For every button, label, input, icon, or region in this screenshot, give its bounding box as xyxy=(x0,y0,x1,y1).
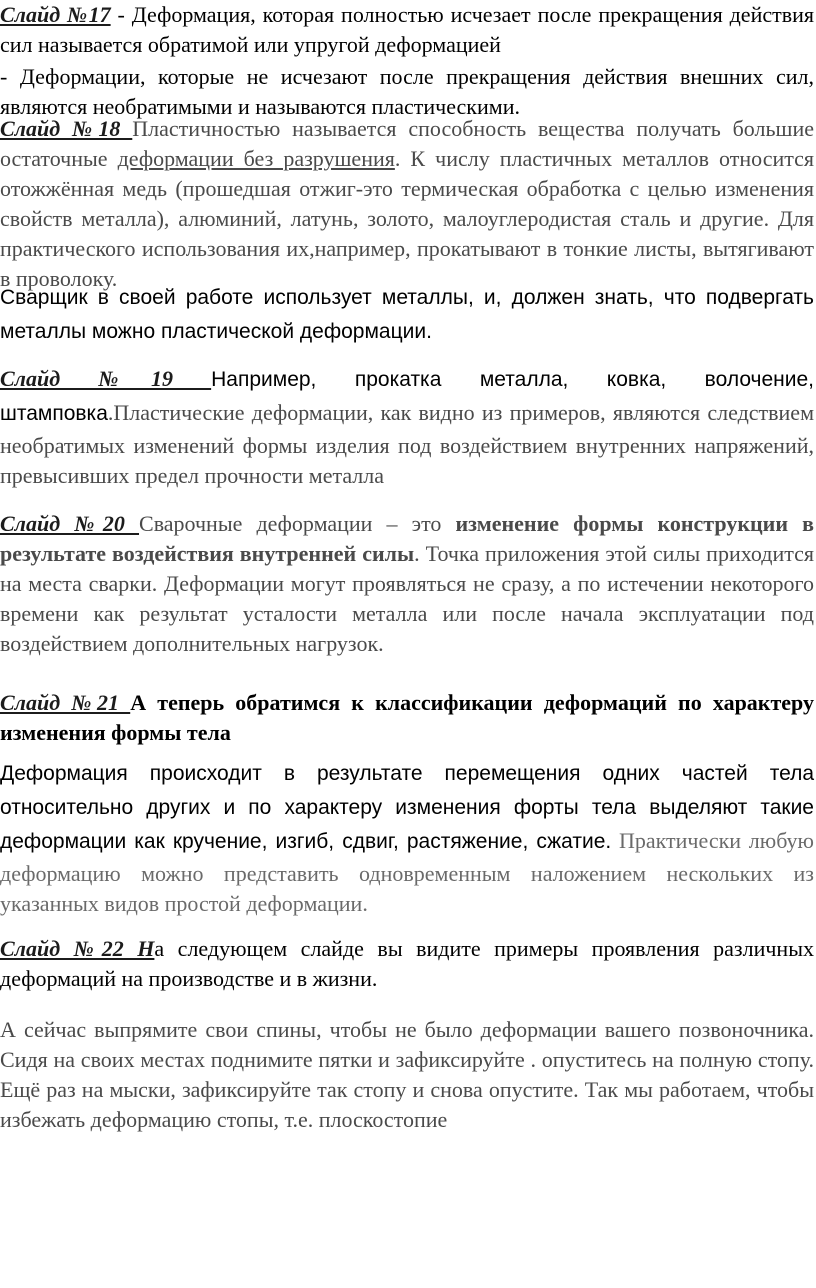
slide21-text-2: Практически любую деформацию можно представить одновременным наложением нескольких из указанных видов простой деформации. xyxy=(0,828,814,916)
slide21-heading-paragraph xyxy=(0,688,814,748)
slide18-paragraph xyxy=(0,114,814,294)
slide21-text-1: Деформация происходит в результате перемещения одних частей тела относительно других и по характеру изменения форты тела выделяют такие деформации как кручение, изгиб, сдвиг, растяжение, сжатие. xyxy=(0,762,814,853)
welder-text: Сварщик в своей работе использует металлы, и, должен знать, что подвергать металлы можно пластической деформации. xyxy=(0,286,814,343)
slide21-label: Слайд №21 xyxy=(0,690,131,715)
slide17-label: Слайд №17 xyxy=(0,2,111,27)
exercise-paragraph xyxy=(0,1015,814,1135)
slide17-paragraph-1 xyxy=(0,0,814,60)
slide20-text-1: Сварочные деформации – это xyxy=(139,511,456,536)
welder-paragraph xyxy=(0,281,814,349)
slide22-text: а следующем слайде вы видите примеры проявления различных деформаций на производстве и в жизни. xyxy=(0,936,814,991)
slide21-heading: А теперь обратимся к классификации деформаций по характеру изменения формы тела xyxy=(0,690,814,745)
slide20-text-2: . Точка приложения этой силы приходится на места сварки. Деформации могут проявляться не сразу, а по истечении некоторого времени как результат усталости металла или после начала эксплуатации под воздействием дополнительных нагрузок. xyxy=(0,541,814,656)
slide22-paragraph xyxy=(0,934,814,994)
slide18-label: Слайд №18 xyxy=(0,116,133,141)
slide17-paragraph-2 xyxy=(0,62,814,122)
slide20-bold-text: изменение формы конструкции в результате воздействия внутренней силы xyxy=(0,511,814,566)
exercise-text: А сейчас выпрямите свои спины, чтобы не было деформации вашего позвоночника. Сидя на своих местах поднимите пятки и зафиксируйте . опуститесь на полную стопу. Ещё раз на мыски, зафиксируйте так стопу и снова опустите. Так мы работаем, чтобы избежать деформацию стопы, т.е. плоскостопие xyxy=(0,1017,814,1132)
slide22-label: Слайд №22 Н xyxy=(0,936,155,961)
slide19-text-1: Например, прокатка металла, ковка, волочение, штамповка xyxy=(0,368,814,425)
slide17-text-2: - Деформации, которые не исчезают после прекращения действия внешних сил, являются необратимыми и называются пластическими. xyxy=(0,64,814,119)
slide20-label: Слайд №20 xyxy=(0,511,140,536)
slide21-paragraph xyxy=(0,757,814,919)
slide19-paragraph xyxy=(0,363,814,491)
slide18-text-1: Пластичностью называется способность вещества получать большие остаточные xyxy=(0,116,814,171)
slide19-label: Слайд №19 xyxy=(0,366,212,391)
slide19-text-2: .Пластические деформации, как видно из примеров, являются следствием необратимых изменений формы изделия под воздействием внутренних напряжений, превысивших предел прочности металла xyxy=(0,400,814,488)
slide18-link[interactable]: деформации без разрушения xyxy=(117,146,395,171)
slide18-text-2: . К числу пластичных металлов относится отожжённая медь (прошедшая отжиг-это термическая обработка с целью изменения свойств металла), алюминий, латунь, золото, малоуглеродистая сталь и другие. Для практического использования их,например, прокатывают в тонкие листы, вытягивают в проволоку. xyxy=(0,146,815,291)
slide17-text-1: - Деформация, которая полностью исчезает после прекращения действия сил называется обратимой или упругой деформацией xyxy=(0,2,814,57)
slide20-paragraph xyxy=(0,509,814,659)
